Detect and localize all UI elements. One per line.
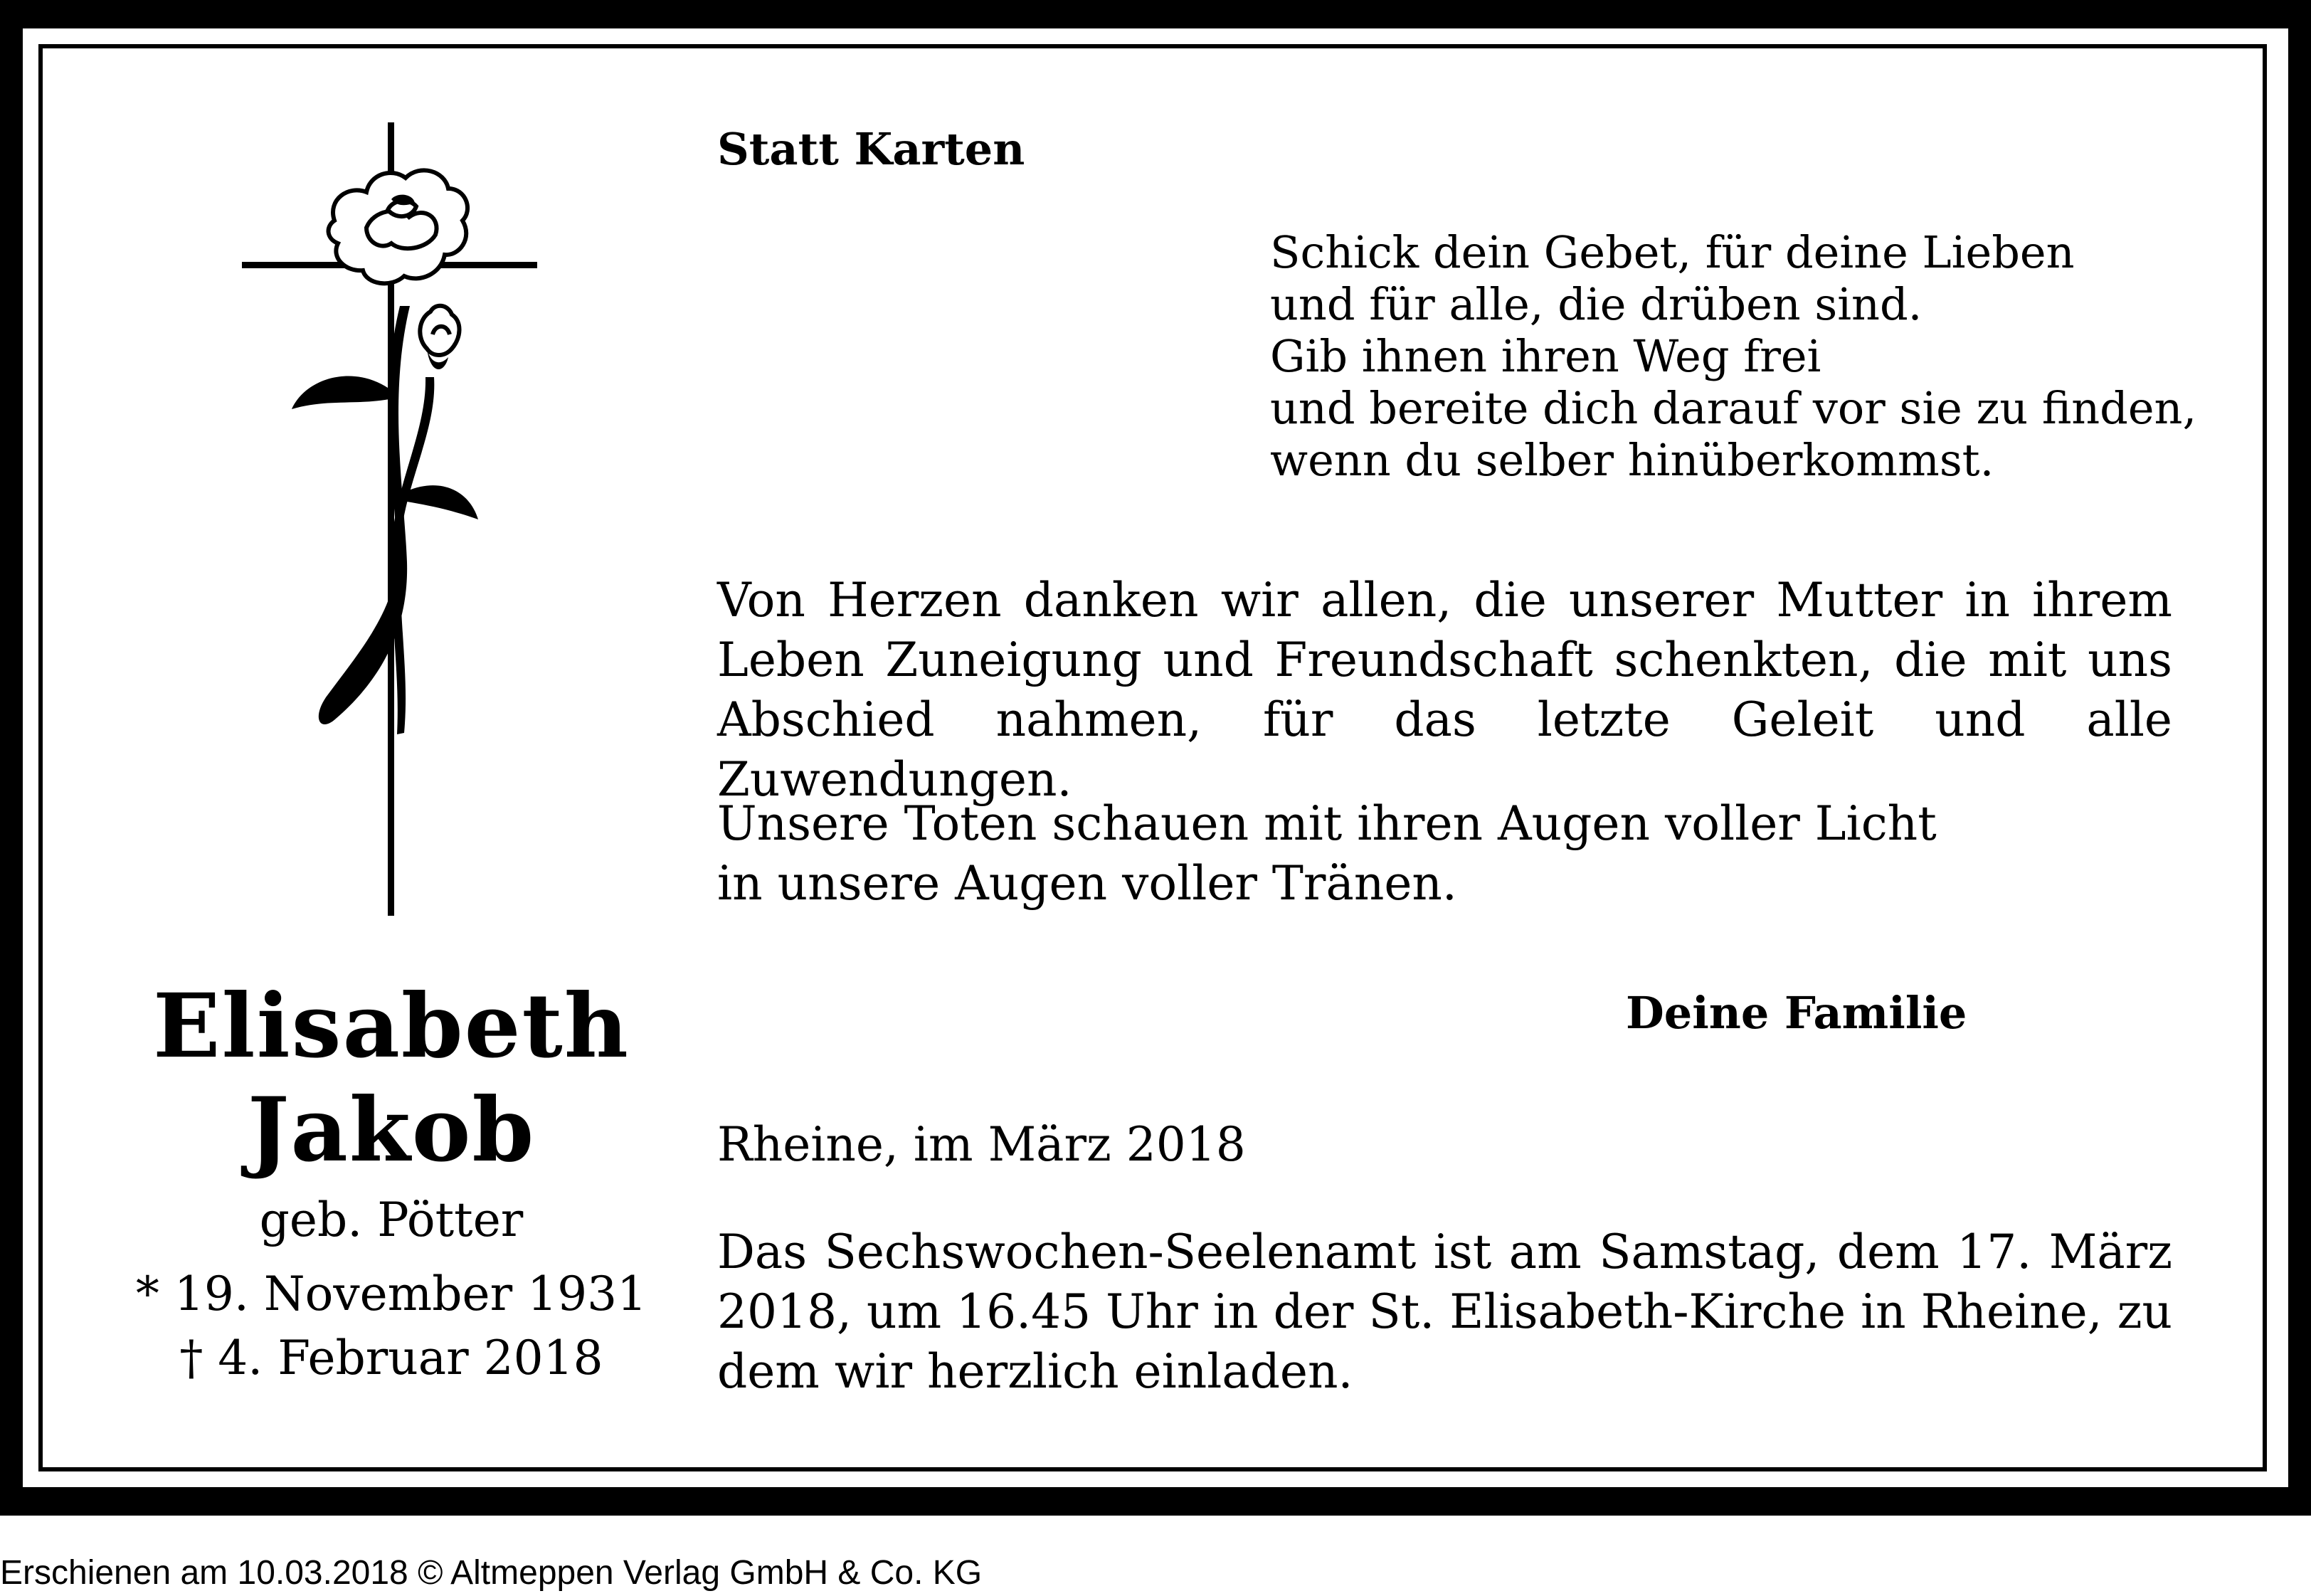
cross-with-roses-icon bbox=[213, 93, 569, 925]
deceased-block bbox=[85, 975, 697, 1390]
quote-line: in unsere Augen voller Tränen. bbox=[717, 856, 1457, 911]
poem-line: Schick dein Gebet, für deine Lieben bbox=[1270, 226, 2075, 278]
mass-announcement: Das Sechswochen-Seelenamt ist am Samstag, dem 17. März 2018, um 16.45 Uhr in der St. Elisabeth-Kirche in Rheine, zu dem wir herzlich einladen. bbox=[717, 1225, 2172, 1399]
poem-line: wenn du selber hinüberkommst. bbox=[1270, 434, 1994, 486]
family-signature: Deine Familie bbox=[1626, 987, 1967, 1039]
maiden-name: geb. Pötter bbox=[259, 1193, 524, 1247]
quote-line: Unsere Toten schauen mit ihren Augen voller Licht bbox=[717, 796, 1937, 851]
thanks-paragraph: Von Herzen danken wir allen, die unserer Mutter in ihrem Leben Zuneigung und Freundschaft schenkten, die mit uns Abschied nahmen, für das letzte Geleit und alle Zuwendungen. bbox=[717, 573, 2172, 807]
deceased-last-name: Jakob bbox=[247, 1079, 536, 1182]
quote-paragraph bbox=[717, 794, 2172, 914]
place-date: Rheine, im März 2018 bbox=[717, 1117, 1246, 1172]
deceased-first-name: Elisabeth bbox=[153, 975, 630, 1078]
poem-line: und bereite dich darauf vor sie zu finden, bbox=[1270, 382, 2197, 434]
poem-line: und für alle, die drüben sind. bbox=[1270, 278, 1923, 330]
notice-heading: Statt Karten bbox=[717, 123, 1025, 175]
publication-footer: Erschienen am 10.03.2018 © Altmeppen Verlag GmbH & Co. KG bbox=[0, 1554, 983, 1592]
birth-date: * 19. November 1931 bbox=[135, 1267, 647, 1321]
death-date: † 4. Februar 2018 bbox=[179, 1331, 603, 1385]
poem bbox=[1270, 226, 2196, 486]
poem-line: Gib ihnen ihren Weg frei bbox=[1270, 330, 1821, 382]
